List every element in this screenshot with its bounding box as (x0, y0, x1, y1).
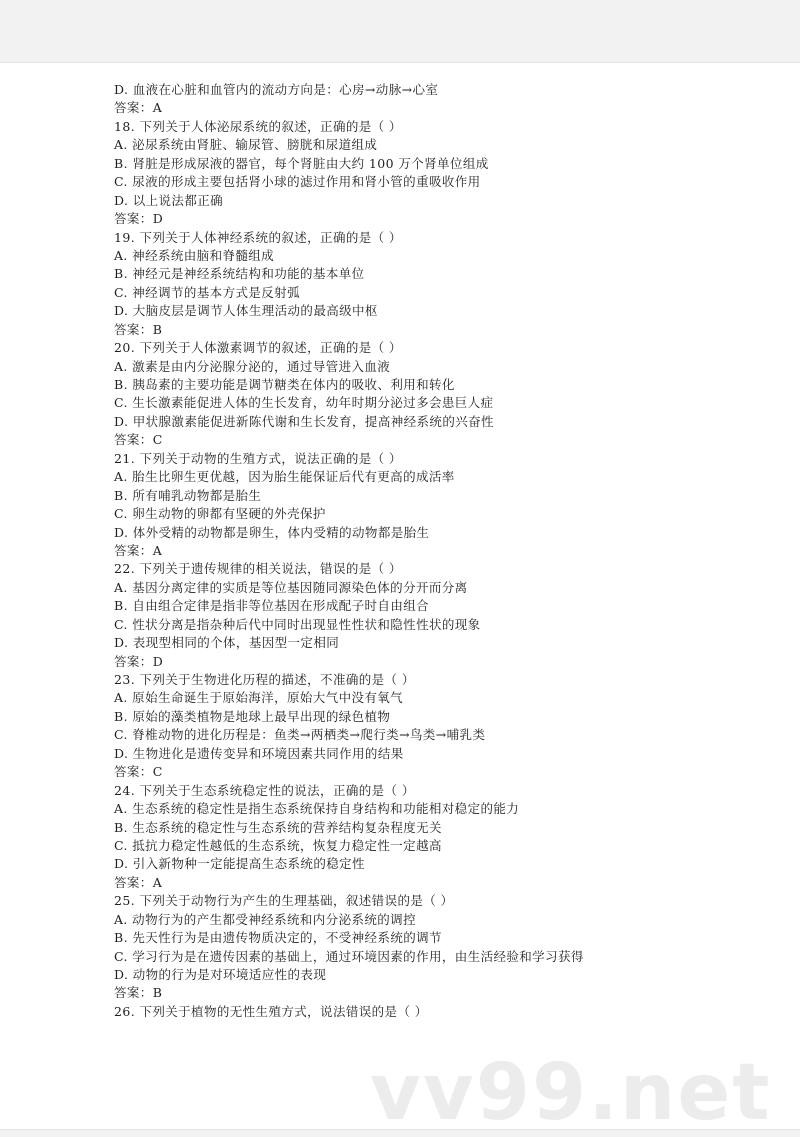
text-line: A. 生态系统的稳定性是指生态系统保持自身结构和功能相对稳定的能力 (114, 801, 520, 817)
text-line: A. 原始生命诞生于原始海洋，原始大气中没有氧气 (114, 690, 404, 706)
text-line: B. 所有哺乳动物都是胎生 (114, 487, 262, 503)
text-line: B. 胰岛素的主要功能是调节糖类在体内的吸收、利用和转化 (114, 377, 455, 392)
text-line: D. 血液在心脏和血管内的流动方向是：心房→动脉→心室 (114, 82, 439, 97)
text-line: 20. 下列关于人体激素调节的叙述，正确的是（ ） (114, 340, 402, 356)
text-line: 18. 下列关于人体泌尿系统的叙述，正确的是（ ） (114, 118, 402, 134)
text-line: B. 肾脏是形成尿液的器官，每个肾脏由大约 100 万个肾单位组成 (114, 155, 489, 171)
text-line: A. 动物行为的产生都受神经系统和内分泌系统的调控 (114, 911, 416, 927)
text-line: 19. 下列关于人体神经系统的叙述，正确的是（ ） (114, 229, 402, 245)
text-line: 21. 下列关于动物的生殖方式，说法正确的是（ ） (114, 450, 402, 466)
text-line: 25. 下列关于动物行为产生的生理基础，叙述错误的是（ ） (114, 893, 454, 909)
text-line: D. 动物的行为是对环境适应性的表现 (114, 967, 327, 982)
text-line: D. 体外受精的动物都是卵生，体内受精的动物都是胎生 (114, 524, 430, 540)
text-line: D. 以上说法都正确 (114, 192, 224, 208)
text-line: 26. 下列关于植物的无性生殖方式，说法错误的是（ ） (114, 1003, 428, 1019)
text-line: 答案：B (114, 985, 163, 1001)
text-line: C. 学习行为是在遗传因素的基础上，通过环境因素的作用，由生活经验和学习获得 (114, 948, 584, 964)
text-line: 答案：A (114, 874, 163, 890)
text-line: A. 激素是由内分泌腺分泌的，通过导管进入血液 (114, 358, 391, 374)
text-line: 答案：B (114, 321, 163, 337)
text-line: B. 原始的藻类植物是地球上最早出现的绿色植物 (114, 708, 391, 724)
text-line: 答案：A (114, 542, 163, 558)
text-line: 答案：C (114, 764, 163, 780)
text-line: 24. 下列关于生态系统稳定性的说法，正确的是（ ） (114, 782, 415, 798)
text-line: 22. 下列关于遗传规律的相关说法，错误的是（ ） (114, 561, 402, 577)
text-line: A. 胎生比卵生更优越，因为胎生能保证后代有更高的成活率 (114, 469, 455, 485)
text-line: D. 引入新物种一定能提高生态系统的稳定性 (114, 856, 365, 872)
question-list (114, 81, 754, 1021)
text-line: 答案：A (114, 100, 163, 116)
watermark: vv99.net (370, 1048, 772, 1130)
text-line: D. 生物进化是遗传变异和环境因素共同作用的结果 (114, 745, 404, 761)
text-line: C. 抵抗力稳定性越低的生态系统，恢复力稳定性一定越高 (114, 837, 442, 853)
document-page (0, 62, 800, 1130)
text-line: C. 卵生动物的卵都有坚硬的外壳保护 (114, 506, 326, 522)
text-line: A. 基因分离定律的实质是等位基因随同源染色体的分开而分离 (114, 579, 468, 595)
text-line: C. 尿液的形成主要包括肾小球的滤过作用和肾小管的重吸收作用 (114, 174, 481, 190)
text-line: C. 脊椎动物的进化历程是：鱼类→两栖类→爬行类→鸟类→哺乳类 (114, 727, 486, 743)
text-line: B. 自由组合定律是指非等位基因在形成配子时自由组合 (114, 598, 430, 614)
text-line: 答案：C (114, 432, 163, 448)
text-line: A. 泌尿系统由肾脏、输尿管、膀胱和尿道组成 (114, 137, 378, 153)
text-line: 答案：D (114, 653, 164, 669)
text-line: C. 性状分离是指杂种后代中同时出现显性性状和隐性性状的现象 (114, 616, 481, 632)
text-line: D. 甲状腺激素能促进新陈代谢和生长发育，提高神经系统的兴奋性 (114, 413, 494, 429)
text-line: C. 生长激素能促进人体的生长发育，幼年时期分泌过多会患巨人症 (114, 395, 494, 411)
text-line: B. 先天性行为是由遗传物质决定的，不受神经系统的调节 (114, 930, 442, 946)
text-line: 答案：D (114, 211, 164, 227)
text-line: B. 神经元是神经系统结构和功能的基本单位 (114, 266, 365, 282)
text-line: C. 神经调节的基本方式是反射弧 (114, 284, 300, 300)
text-line: B. 生态系统的稳定性与生态系统的营养结构复杂程度无关 (114, 819, 442, 835)
text-line: 23. 下列关于生物进化历程的描述，不准确的是（ ） (114, 672, 415, 687)
text-line: A. 神经系统由脑和脊髓组成 (114, 247, 275, 263)
text-line: D. 大脑皮层是调节人体生理活动的最高级中枢 (114, 303, 378, 319)
text-line: D. 表现型相同的个体，基因型一定相同 (114, 635, 340, 651)
